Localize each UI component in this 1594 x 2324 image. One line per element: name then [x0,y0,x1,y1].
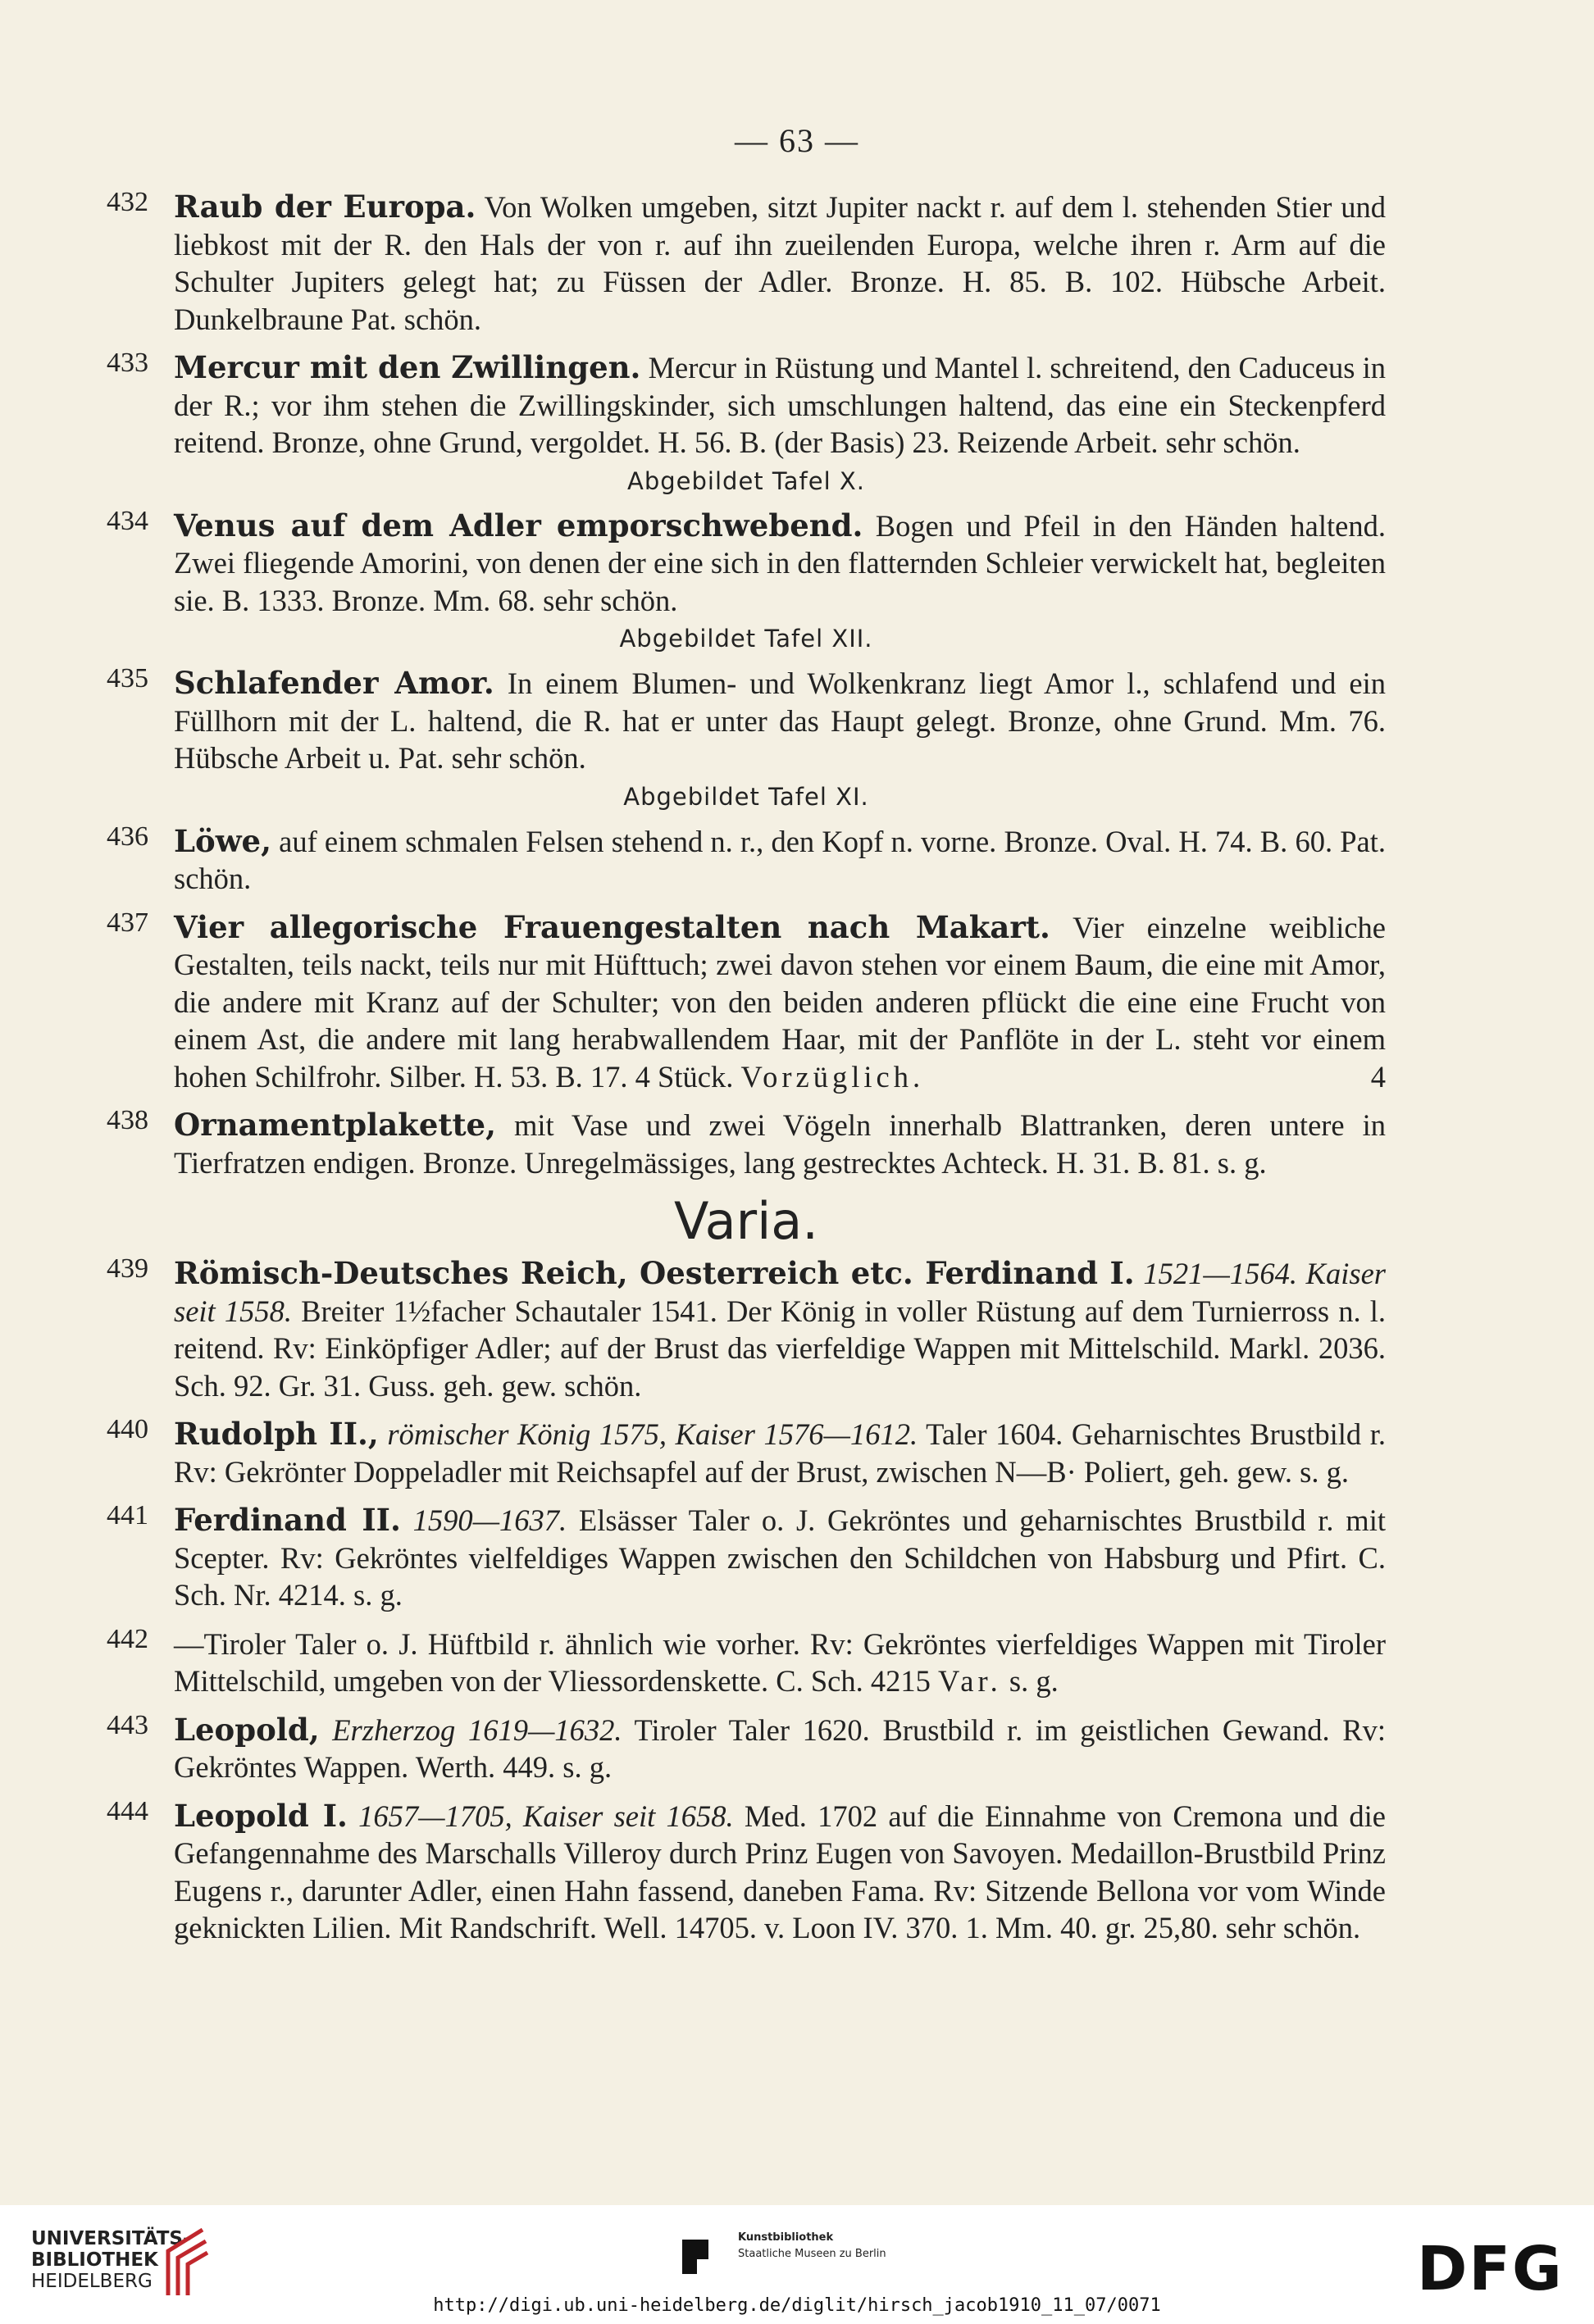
entry-number: 434 [107,505,148,536]
dfg-logo[interactable]: DFG [1417,2234,1564,2304]
entry-title: Römisch-Deutsches Reich, Oesterreich etc. Ferdinand I. [174,1255,1135,1291]
catalogue-entry [107,1795,1386,1947]
entry-variant: Var. [937,1664,1002,1698]
catalogue-entry [107,1623,1386,1700]
entry-text: Von Wolken umgeben, sitzt Jupiter nackt r. auf dem l. stehenden Stier und liebkost mit der R. den Hals der von r. auf ihn zueilenden Europa, welche ihren r. Arm auf die Schulter Jupiters gelegt hat; zu Füssen der Adler. Bronze. H. 85. B. 102. Hübsche Arbeit. Dunkelbraune Pat. schön. [174,190,1386,336]
entry-title: Mercur mit den Zwillingen. [174,349,641,385]
kunstbibliothek-mark-icon [679,2235,712,2277]
entry-number: 440 [107,1414,148,1444]
entry-text: Breiter 1½facher Schautaler 1541. Der König in voller Rüstung auf dem Turnierross n. l. reitend. Rv: Einköpfiger Adler; auf der Brust das vierfeldige Wappen mit Mittelschild. Markl. 2036. Sch. 92. Gr. 31. Guss. geh. gew. schön. [174,1294,1387,1403]
entry-dates: 1590—1637. [400,1503,567,1537]
entry-number: 438 [107,1105,148,1135]
catalogue-entry [107,189,1386,338]
catalogue-entry [107,665,1386,777]
catalogue-entry [107,1107,1386,1181]
entry-number: 436 [107,821,148,852]
entry-text: Med. 1702 auf die Einnahme von Cremona und die Gefangennahme des Marschalls Villeroy durch Prinz Eugen von Savoyen. Medaillon-Brustbild Prinz Eugens r., darunter Adler, einen Hahn fassend, daneben Fama. Rv: Sitzende Bellona vor vom Winde geknickten Lilien. Mit Randschrift. Well. 14705. v. Loon IV. 370. 1. Mm. 40. gr. 25,80. sehr schön. [174,1799,1386,1944]
entry-text: auf einem schmalen Felsen stehend n. r., den Kopf n. vorne. Bronze. Oval. H. 74. B. 60. Pat. schön. [174,824,1386,895]
catalogue-entry [107,1416,1386,1490]
kunstbibliothek-logo[interactable] [738,2230,886,2263]
catalogue-entry [107,1255,1386,1404]
entry-text: Mercur in Rüstung und Mantel l. schreitend, den Caduceus in der R.; vor ihm stehen die Zwillingskinder, sich umschlungen haltend, das eine ein Steckenpferd reitend. Bronze, ohne Grund, vergoldet. H. 56. B. (der Basis) 23. Reizende Arbeit. sehr schön. [174,351,1386,459]
kb-subtitle: Staatliche Museen zu Berlin [738,2248,886,2260]
catalogue-entry [107,1502,1386,1614]
entry-number: 432 [107,187,148,217]
entry-dates: Erzherzog 1619—1632. [319,1712,622,1747]
entry-number: 443 [107,1709,148,1740]
figure-reference: Abgebildet Tafel X. [627,466,865,495]
entry-dates: römischer König 1575, Kaiser 1576—1612. [378,1417,918,1451]
catalogue-entry [107,823,1386,898]
entry-text: mit Vase und zwei Vögeln innerhalb Blattranken, deren untere in Tierfratzen endigen. Bronze. Unregelmässiges, lang gestrecktes Achteck. H. 31. B. 81. s. g. [174,1108,1386,1180]
entry-title: Leopold, [174,1711,320,1748]
entry-number: 444 [107,1795,148,1826]
ub-logo-line: HEIDELBERG [31,2271,153,2292]
entry-title: Ferdinand II. [174,1502,401,1538]
catalogue-content [107,189,1386,1958]
entry-number: 437 [107,907,148,938]
entry-title: Schlafender Amor. [174,665,494,701]
ub-logo-line: BIBLIOTHEK [31,2249,158,2271]
ub-heidelberg-mark-icon [160,2223,211,2299]
catalogue-entry [107,909,1386,1096]
entry-number: 439 [107,1253,148,1284]
page-number: — 63 — [735,122,859,159]
entry-text: —Tiroler Taler o. J. Hüftbild r. ähnlich wie vorher. Rv: Gekröntes vierfeldiges Wappen mit Tiroler Mittelschild, umgeben von der Vliessordenskette. C. Sch. 4215 [174,1626,1386,1698]
catalogue-entry [107,349,1386,462]
entry-grade: s. g. [1001,1664,1059,1698]
entry-text: In einem Blumen- und Wolkenkranz liegt Amor l., schlafend und ein Füllhorn mit der L. haltend, die R. hat er unter das Haupt gelegt. Bronze, ohne Grund. Mm. 76. Hübsche Arbeit u. Pat. sehr schön. [174,666,1386,775]
entry-text: Taler 1604. Geharnischtes Brustbild r. Rv: Gekrönter Doppeladler mit Reichsapfel auf der Brust, zwischen N—B· Poliert, geh. gew. s. g. [174,1417,1386,1489]
entry-number: 441 [107,1500,148,1530]
figure-reference: Abgebildet Tafel XI. [623,782,869,811]
entry-dates: 1657—1705, Kaiser seit 1658. [347,1799,734,1833]
entry-grade: Vorzüglich. [740,1059,925,1094]
entry-title: Löwe, [174,822,271,859]
catalogue-entry [107,1709,1386,1786]
entry-title: Ornamentplakette, [174,1107,496,1143]
entry-title: Venus auf dem Adler emporschwebend. [174,507,863,543]
entry-number: 433 [107,348,148,378]
entry-title: Rudolph II., [174,1416,379,1452]
entry-title: Vier allegorische Frauengestalten nach Makart. [174,908,1050,945]
entry-number: 442 [107,1623,148,1654]
entry-title: Raub der Europa. [174,189,476,225]
entry-number: 435 [107,663,148,694]
catalogue-entry [107,507,1386,620]
entry-dates: 1521—1564. Kaiser seit 1558. [174,1257,1386,1328]
section-title: Varia. [673,1191,818,1251]
page-url[interactable]: http://digi.ub.uni-heidelberg.de/diglit/hirsch_jacob1910_11_07/0071 [433,2295,1161,2316]
figure-reference: Abgebildet Tafel XII. [619,625,873,653]
entry-count: 4 [1370,1059,1386,1094]
ub-logo-line: UNIVERSITÄTS- [31,2228,191,2249]
entry-title: Leopold I. [174,1797,348,1834]
entry-text: Elsässer Taler o. J. Gekröntes und geharnischtes Brustbild r. mit Scepter. Rv: Gekröntes vielfeldiges Wappen zwischen den Schildchen von Habsburg und Pfirt. C. Sch. Nr. 4214. s. g. [174,1503,1386,1612]
entry-text: Bogen und Pfeil in den Händen haltend. Zwei fliegende Amorini, von denen der eine sich in den flatternden Schleier verwickelt hat, begleiten sie. B. 1333. Bronze. Mm. 68. sehr schön. [174,508,1386,617]
entry-text: Tiroler Taler 1620. Brustbild r. im geistlichen Gewand. Rv: Gekröntes Wappen. Werth. 449. s. g. [174,1712,1386,1784]
kb-title: Kunstbibliothek [738,2231,834,2244]
entry-text: Vier einzelne weibliche Gestalten, teils nackt, teils nur mit Hüfttuch; zwei davon stehen vor einem Baum, die eine mit Amor, die andere mit Kranz auf der Schulter; von den beiden anderen pflückt die eine eine Frucht von einem Ast, die andere mit lang herabwallendem Haar, mit der Panflöte in der L. steht vor einem hohen Schilfrohr. Silber. H. 53. B. 17. 4 Stück. [174,910,1386,1094]
